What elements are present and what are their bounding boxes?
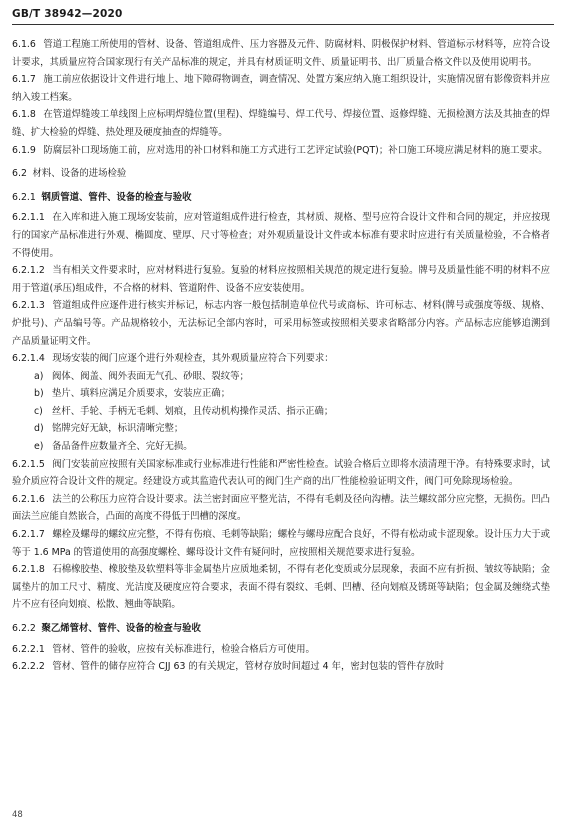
document-body: [12, 36, 550, 676]
clause-text: 管道组成件应逐件进行核实并标记，标志内容一般包括制造单位代号或商标、许可标志、材料(牌号或强度等级、规格、炉批号)、产品编号等。产品规格较小，无法标记全部内容时，可采用标签或按照相关要求省略部分内容。产品标志应能够追溯到产品质量证明文件。: [12, 300, 550, 347]
section-heading: [12, 189, 550, 207]
clause-number: 6.2.1.6: [12, 493, 45, 505]
section-number: 6.2.1: [12, 191, 36, 203]
clause-text: 石棉橡胶垫、橡胶垫及软塑料等非金属垫片应质地柔韧，不得有老化变质或分层现象，表面不应有折损、皱纹等缺陷；金属垫片的加工尺寸、精度、光洁度及硬度应符合要求，表面不得有裂纹、毛刺、凹槽、径向划痕及锈斑等缺陷；包金属及缠绕式垫片不应有径向划痕、松散、翘曲等缺陷。: [12, 564, 550, 611]
clause-text: 在管道焊缝竣工单线图上应标明焊缝位置(里程)、焊缝编号、焊工代号、焊接位置、返修焊缝、无损检测方法及其抽查的焊缝、扩大检验的焊缝、热处理及硬度抽查的焊缝等。: [12, 109, 550, 138]
clause-paragraph: [12, 350, 550, 368]
clause-number: 6.1.7: [12, 74, 36, 86]
clause-paragraph: [12, 561, 550, 614]
clause-text: 在入库和进入施工现场安装前，应对管道组成件进行检查，其材质、规格、型号应符合设计文件和合同的规定，并应按现行的国家产品标准进行外观、椭圆度、壁厚、尺寸等检查；对外观质量设计文件或本标准有要求时应进行有关质量检验，不合格者不得使用。: [12, 212, 550, 259]
header-rule: [12, 24, 554, 25]
standard-code: GB/T 38942—2020: [12, 8, 123, 20]
list-item-letter: e): [34, 441, 44, 453]
section-title: 材料、设备的进场检验: [32, 168, 127, 180]
list-item-letter: a): [34, 370, 44, 382]
list-item: [12, 368, 550, 386]
list-item-text: 阀体、阀盖、阀外表面无气孔、砂眼、裂纹等；: [52, 370, 249, 382]
list-item-text: 垫片、填料应满足介质要求，安装应正确；: [52, 388, 231, 400]
clause-paragraph: [12, 297, 550, 350]
clause-number: 6.2.1.4: [12, 353, 45, 365]
clause-paragraph: [12, 209, 550, 262]
section-heading: [12, 165, 550, 183]
clause-text: 螺栓及螺母的螺纹应完整，不得有伤痕、毛刺等缺陷；螺栓与螺母应配合良好，不得有松动或卡涩现象。设计压力大于或等于 1.6 MPa 的管道使用的高强度螺栓、螺母设计文件有疑问时，应按照相关规范要求进行复验。: [12, 529, 550, 558]
list-item-letter: c): [34, 405, 43, 417]
clause-number: 6.2.1.5: [12, 458, 45, 470]
clause-paragraph: [12, 526, 550, 561]
clause-number: 6.2.2.2: [12, 661, 45, 673]
clause-paragraph: [12, 658, 550, 676]
section-number: 6.2.2: [12, 623, 36, 634]
clause-paragraph: [12, 36, 550, 71]
clause-number: 6.1.9: [12, 144, 36, 156]
clause-text: 阀门安装前应按照有关国家标准或行业标准进行性能和严密性检查。试验合格后立即将水渍清理干净。有特殊要求时，试验介质应符合设计文件的规定。经建设方或其监造代表认可的阀门生产商的出厂性能检验证明文件，阀门可免除现场检验。: [12, 458, 550, 488]
clause-paragraph: [12, 142, 550, 160]
clause-text: 管材、管件的验收，应按有关标准进行，检验合格后方可使用。: [52, 643, 315, 655]
clause-text: 法兰的公称压力应符合设计要求。法兰密封面应平整光洁，不得有毛刺及径向沟槽。法兰螺纹部分应完整，无损伤。凹凸面法兰应能自然嵌合，凸面的高度不得低于凹槽的深度。: [12, 493, 550, 523]
clause-number: 6.1.8: [12, 109, 36, 121]
list-item-letter: b): [34, 388, 44, 400]
clause-number: 6.2.1.7: [12, 529, 45, 541]
clause-number: 6.2.1.3: [12, 300, 45, 312]
clause-text: 现场安装的阀门应逐个进行外观检查，其外观质量应符合下列要求：: [52, 353, 334, 365]
clause-paragraph: [12, 491, 550, 526]
clause-paragraph: [12, 456, 550, 491]
clause-paragraph: [12, 262, 550, 297]
list-item: [12, 385, 550, 403]
clause-text: 防腐层补口现场施工前，应对选用的补口材料和施工方式进行工艺评定试验(PQT)；补口施工环境应满足材料的施工要求。: [43, 144, 548, 156]
list-item-text: 备品备件应数量齐全、完好无损。: [52, 441, 193, 453]
section-heading: [12, 620, 550, 638]
clause-number: 6.2.2.1: [12, 643, 45, 655]
list-item: [12, 403, 550, 421]
clause-text: 施工前应依据设计文件进行地上、地下障碍物调查，调查情况、处置方案应纳入施工组织设计，实施情况留有影像资料并应纳入竣工档案。: [12, 74, 550, 103]
clause-text: 管道工程施工所使用的管材、设备、管道组成件、压力容器及元件、防腐材料、阴极保护材料、管道标示材料等，应符合设计要求，其质量应符合国家现行有关产品标准的规定，并具有材质证明文件、质量证明书、出厂质量合格文件以及使用说明书。: [12, 39, 550, 68]
clause-text: 管材、管件的储存应符合 CJJ 63 的有关规定，管材存放时间超过 4 年，密封包装的管件存放时: [52, 661, 445, 673]
clause-number: 6.2.1.8: [12, 564, 45, 576]
section-number: 6.2: [12, 168, 27, 180]
clause-paragraph: [12, 71, 550, 106]
page-number: 48: [12, 810, 23, 820]
section-title: 聚乙烯管材、管件、设备的检查与验收: [41, 623, 201, 634]
clause-paragraph: [12, 641, 550, 659]
clause-number: 6.1.6: [12, 39, 36, 50]
list-item-letter: d): [34, 423, 44, 435]
section-title: 钢质管道、管件、设备的检查与验收: [41, 191, 192, 203]
list-item: [12, 420, 550, 438]
list-item-text: 丝杆、手轮、手柄无毛刺、划痕，且传动机构操作灵活、指示正确；: [52, 405, 334, 417]
clause-text: 当有相关文件要求时，应对材料进行复验。复验的材料应按照相关规范的规定进行复验。牌号及质量性能不明的材料不应用于管道(承压)组成件，不合格的材料、管道附件、设备不应安装使用。: [12, 265, 550, 294]
list-item-text: 铭牌完好无缺，标识清晰完整；: [52, 423, 184, 435]
list-item: [12, 438, 550, 456]
clause-number: 6.2.1.2: [12, 265, 45, 277]
clause-number: 6.2.1.1: [12, 212, 45, 224]
clause-paragraph: [12, 106, 550, 141]
